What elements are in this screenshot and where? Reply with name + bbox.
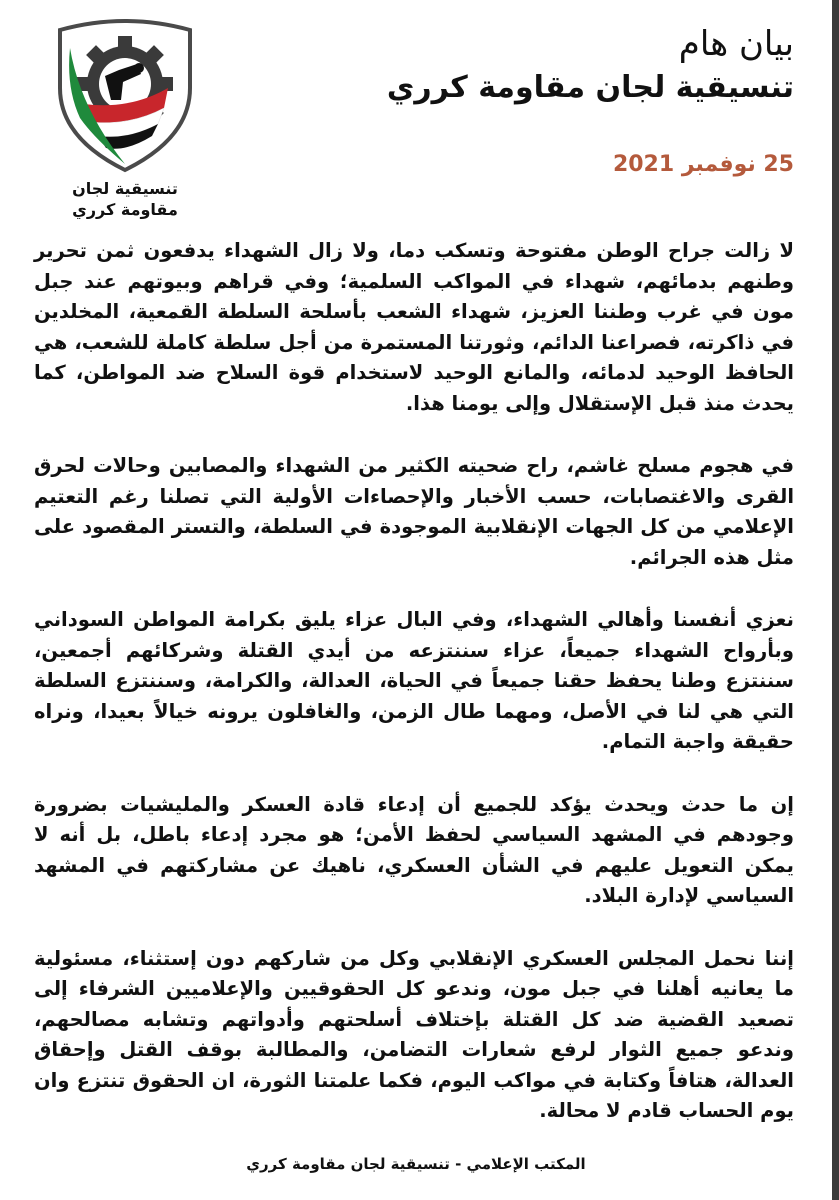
statement-body bbox=[34, 236, 794, 1159]
paragraph-2: في هجوم مسلح غاشم، راح ضحيته الكثير من الشهداء والمصابين وحالات لحرق القرى والاغتصابات، حسب الأخبار والإحصاءات الأولية التي تصلنا رغم التعتيم الإعلامي من كل الجهات الإنقلابية الموجودة في السلطة، والتستر المقصود على مثل هذه الجرائم. bbox=[34, 454, 794, 569]
logo-caption-line2: مقاومة كرري bbox=[72, 200, 178, 219]
logo-caption-line1: تنسيقية لجان bbox=[72, 179, 178, 198]
paragraph-3: نعزي أنفسنا وأهالي الشهداء، وفي البال عزاء يليق بكرامة المواطن السوداني وبأرواح الشهداء جميعاً، عزاء سننتزعه من أيدي القتلة وشركائهم أجمعين، سننتزع وطنا يحفظ حقنا جميعاً في الحياة، العدالة، والكرامة، وسننتزع السلطة التي هي لنا في الأصل، ومهما طال الزمن، والغافلون يرونه خيالاً بعيدا، ونراه حقيقة واجبة التمام. bbox=[34, 608, 794, 753]
page-title: بيان هام bbox=[678, 24, 794, 64]
committee-logo bbox=[50, 18, 200, 176]
logo-caption bbox=[50, 178, 200, 220]
footer-signature: المكتب الإعلامي - تنسيقية لجان مقاومة كرري bbox=[246, 1155, 586, 1173]
statement-date: 25 نوفمبر 2021 bbox=[612, 152, 794, 177]
paragraph-1: لا زالت جراح الوطن مفتوحة وتسكب دما، ولا زال الشهداء يدفعون ثمن تحرير وطنهم بدمائهم، شهداء في المواكب السلمية؛ وفي قراهم وبيوتهم عند جبل مون في غرب وطننا العزيز، شهداء الشعب بأسلحة السلطة القمعية، المخلدين في ذاكرته، فصراعنا الدائم، وثورتنا المستمرة من أجل سلطة كاملة للشعب، هي الحافظ الوحيد لدمائه، والمانع الوحيد لاستخدام قوة السلاح ضد المواطن، كما يحدث منذ قبل الإستقلال وإلى يومنا هذا. bbox=[34, 239, 794, 415]
page-edge bbox=[832, 0, 839, 1200]
paragraph-5: إننا نحمل المجلس العسكري الإنقلابي وكل من شاركهم دون إستثناء، مسئولية ما يعانيه أهلنا في جبل مون، وندعو كل الحقوقيين والإعلاميين الشرفاء إلى تصعيد القضية ضد كل القتلة بإختلاف أسلحتهم وأدواتهم وتشابه مصالحهم، وندعو جميع الثوار لرفع شعارات التضامن، والمطالبة بوقف القتل وإحقاق العدالة، هتافاً وكتابة في مواكب اليوم، فكما علمتنا الثورة، ان الحقوق تنتزع وان يوم الحساب قادم لا محالة. bbox=[34, 946, 794, 1122]
paragraph-4: إن ما حدث ويحدث يؤكد للجميع أن إدعاء قادة العسكر والمليشيات بضرورة وجودهم في المشهد السياسي لحفظ الأمن؛ هو مجرد إدعاء باطل، بل أنه لا يمكن التعويل عليهم في الشأن العسكري، ناهيك عن مشاركتهم في المشهد السياسي لإدارة البلاد. bbox=[34, 792, 794, 907]
page-subtitle: تنسيقية لجان مقاومة كرري bbox=[386, 70, 794, 105]
